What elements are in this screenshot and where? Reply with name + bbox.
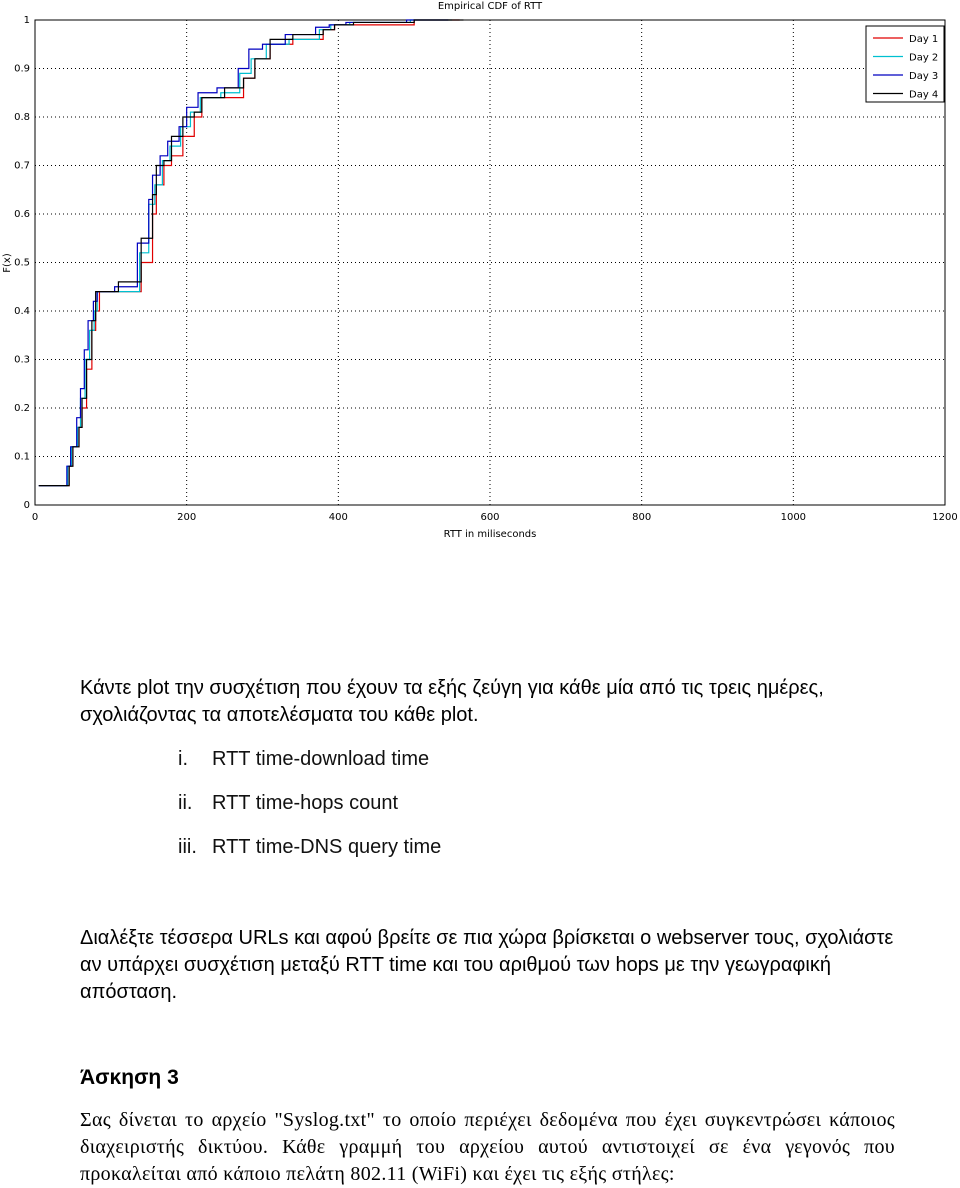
legend-label: Day 3 [909, 71, 939, 82]
series-line-day-4 [39, 20, 464, 486]
series-line-day-2 [39, 20, 452, 486]
x-tick-label: 400 [328, 512, 348, 523]
tick-labels [14, 15, 958, 523]
y-tick-label: 1 [23, 15, 30, 26]
y-tick-label: 0.1 [14, 451, 30, 463]
list-item [178, 747, 429, 771]
y-tick-label: 0.2 [14, 403, 30, 414]
y-tick-label: 0 [23, 500, 30, 511]
chart-title: Empirical CDF of RTT [437, 1, 543, 12]
y-tick-label: 0.4 [14, 306, 30, 317]
list-number: iii. [178, 836, 197, 858]
y-tick-label: 0.5 [14, 257, 30, 269]
x-tick-label: 1000 [780, 512, 807, 523]
x-tick-label: 1200 [932, 512, 958, 523]
x-tick-label: 0 [31, 512, 39, 523]
x-axis-label: RTT in miliseconds [443, 529, 537, 540]
y-tick-label: 0.8 [14, 112, 30, 123]
list-number: ii. [178, 792, 193, 814]
instruction-intro: Κάντε plot την συσχέτιση που έχουν τα εξής ζεύγη για κάθε μία από τις τρεις ημέρες, σχολιάζοντας τα αποτελέσματα του κάθε plot. [80, 677, 824, 726]
list-number: i. [178, 748, 188, 770]
series-lines [39, 20, 464, 486]
x-tick-label: 600 [480, 512, 500, 523]
legend-label: Day 4 [909, 89, 939, 101]
list-label: RTT time-DNS query time [212, 836, 442, 858]
y-tick-label: 0.7 [14, 160, 30, 172]
syslog-paragraph: Σας δίνεται το αρχείο "Syslog.txt" το οποίο περιέχει δεδομένα που έχει συγκεντρώσει κάποιος διαχειριστής δικτύου. Κάθε γραμμή του αρχείου αυτού αντιστοιχεί σε ένα γεγονός που προκαλείται από κάποιο πελάτη 802.11 (WiFi) και έχει τις εξής στήλες: [80, 1109, 895, 1185]
legend-label: Day 1 [909, 34, 939, 45]
urls-paragraph: Διαλέξτε τέσσερα URLs και αφού βρείτε σε πια χώρα βρίσκεται ο webserver τους, σχολιάστε αν υπάρχει συσχέτιση μεταξύ RTT time και του αριθμού των hops με την γεωγραφική απόσταση. [80, 927, 894, 1003]
legend-label: Day 2 [909, 52, 939, 64]
y-tick-label: 0.6 [14, 209, 30, 220]
list-label: RTT time-hops count [212, 792, 399, 814]
y-axis-label: F(x) [2, 253, 13, 273]
x-tick-label: 800 [632, 512, 652, 523]
exercise-heading: Άσκηση 3 [80, 1066, 179, 1089]
list-label: RTT time-download time [212, 748, 430, 770]
y-tick-label: 0.9 [14, 63, 30, 75]
legend [866, 26, 944, 102]
y-tick-label: 0.3 [14, 354, 30, 366]
x-tick-label: 200 [177, 512, 197, 523]
cdf-chart [0, 0, 960, 560]
list-item [178, 835, 441, 859]
list-item [178, 791, 398, 815]
series-line-day-1 [39, 20, 460, 486]
grid [35, 20, 945, 505]
